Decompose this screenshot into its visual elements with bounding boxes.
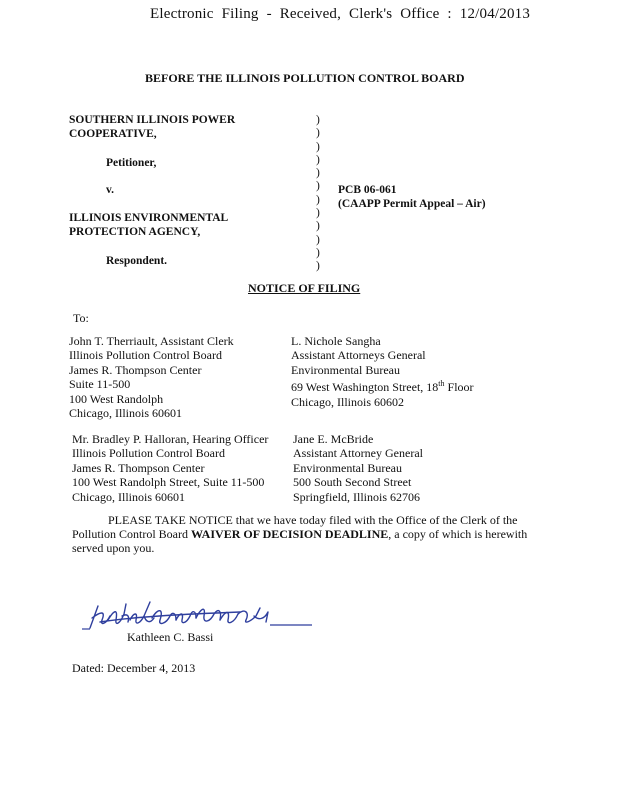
filing-stamp: Electronic Filing - Received, Clerk's Office : 12/04/2013 [150, 6, 531, 22]
caption-paren: ) [316, 220, 320, 233]
address-line: Assistant Attorney General [293, 446, 423, 461]
recipient-hearing-officer-address [72, 432, 268, 504]
address-line: 100 West Randolph [69, 391, 164, 406]
document-title-emphasis: WAIVER OF DECISION DEADLINE [191, 527, 389, 541]
caption-paren: ) [316, 127, 320, 140]
address-line: Jane E. McBride [293, 432, 374, 446]
respondent-name-line2: PROTECTION AGENCY, [69, 226, 201, 238]
address-line: Chicago, Illinois 60601 [69, 406, 182, 421]
caption-paren: ) [316, 246, 320, 259]
petitioner-name-line1: SOUTHERN ILLINOIS POWER [69, 114, 236, 126]
case-type: (CAAPP Permit Appeal – Air) [338, 198, 486, 210]
petitioner-name-line2: COOPERATIVE, [69, 128, 157, 140]
address-line: Illinois Pollution Control Board [72, 446, 226, 461]
address-line: Suite 11-500 [69, 377, 131, 392]
address-line: James R. Thompson Center [69, 362, 202, 377]
address-line: James R. Thompson Center [72, 460, 205, 475]
dated-line: Dated: December 4, 2013 [72, 661, 196, 675]
body-text-part1: PLEASE TAKE NOTICE that we have today filed with the Office of the Clerk of the Pollution Control Board [72, 513, 518, 541]
caption-paren: ) [316, 233, 320, 246]
caption-paren: ) [316, 180, 320, 193]
board-title: BEFORE THE ILLINOIS POLLUTION CONTROL BOARD [145, 71, 465, 85]
ordinal-suffix: th [438, 379, 445, 389]
to-label: To: [73, 311, 89, 325]
respondent-name-line1: ILLINOIS ENVIRONMENTAL [69, 212, 229, 224]
floor-text: Floor [444, 380, 474, 395]
respondent-role: Respondent. [106, 255, 168, 267]
address-line: Chicago, Illinois 60601 [72, 489, 185, 504]
caption-paren: ) [316, 140, 320, 153]
caption-paren: ) [316, 260, 320, 273]
address-line: Environmental Bureau [293, 460, 402, 475]
caption-paren: ) [316, 114, 320, 126]
recipient-clerk-address [69, 334, 234, 420]
address-line: Chicago, Illinois 60602 [291, 394, 404, 409]
address-line [291, 377, 474, 394]
address-line: 100 West Randolph Street, Suite 11-500 [72, 475, 265, 490]
address-line: John T. Therriault, Assistant Clerk [69, 334, 234, 348]
address-line: Springfield, Illinois 62706 [293, 489, 420, 504]
address-line: 500 South Second Street [293, 475, 412, 490]
caption-parenthesis-column [316, 114, 326, 274]
address-line: L. Nichole Sangha [291, 334, 381, 348]
caption-paren: ) [316, 207, 320, 220]
caption-paren: ) [316, 153, 320, 166]
case-number: PCB 06-061 [338, 184, 397, 196]
notice-body-paragraph [72, 513, 542, 555]
recipient-attorney-mcbride-address [293, 432, 423, 504]
address-line: Environmental Bureau [291, 362, 400, 377]
signatory-name: Kathleen C. Bassi [127, 630, 214, 644]
body-text-part2: , a copy of which is herewith served upon you. [72, 527, 528, 555]
recipient-attorney-sangha-address [291, 334, 474, 409]
petitioner-role: Petitioner, [106, 157, 157, 169]
address-line: Illinois Pollution Control Board [69, 348, 223, 363]
address-line: Assistant Attorneys General [291, 348, 426, 363]
notice-title: NOTICE OF FILING [248, 281, 361, 295]
caption-paren: ) [316, 193, 320, 206]
versus-label: v. [106, 184, 114, 196]
address-line: Mr. Bradley P. Halloran, Hearing Officer [72, 432, 269, 446]
caption-paren: ) [316, 167, 320, 180]
street-text: 69 West Washington Street, 18 [291, 380, 439, 395]
